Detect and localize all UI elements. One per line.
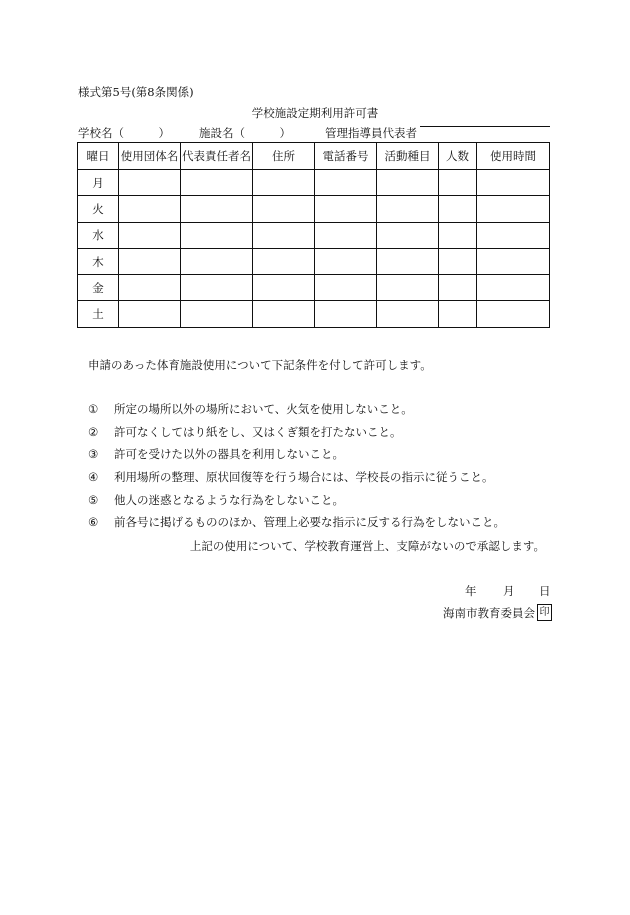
entry-cell [377, 222, 439, 248]
seal-mark: 印 [537, 604, 552, 621]
entry-cell [253, 248, 315, 274]
entry-cell [181, 275, 253, 301]
entry-cell [439, 196, 477, 222]
condition-text: 他人の迷惑となるような行為をしないこと。 [114, 492, 344, 507]
table-header-row [78, 143, 550, 170]
condition-text: 利用場所の整理、原状回復等を行う場合には、学校長の指示に従うこと。 [114, 470, 494, 485]
column-header: 活動種目 [377, 143, 439, 170]
table-row [78, 275, 550, 301]
entry-cell [477, 301, 550, 327]
day-cell: 金 [78, 275, 119, 301]
entry-cell [253, 275, 315, 301]
day-cell: 水 [78, 222, 119, 248]
entry-cell [119, 222, 181, 248]
condition-number: ④ [88, 470, 99, 485]
entry-cell [377, 248, 439, 274]
condition-text: 許可を受けた以外の器具を利用しないこと。 [114, 447, 344, 462]
day-cell: 火 [78, 196, 119, 222]
condition-item [88, 402, 505, 416]
condition-text: 前各号に掲げるもののほか、管理上必要な指示に反する行為をしないこと。 [114, 515, 505, 530]
entry-cell [119, 275, 181, 301]
entry-cell [181, 248, 253, 274]
condition-number: ③ [88, 447, 99, 462]
issuer-name: 海南市教育委員会 [443, 606, 535, 620]
entry-cell [119, 196, 181, 222]
entry-cell [315, 196, 377, 222]
entry-cell [119, 170, 181, 196]
entry-cell [253, 222, 315, 248]
form-number-label: 様式第5号(第8条関係) [78, 85, 194, 99]
entry-cell [253, 301, 315, 327]
entry-cell [119, 301, 181, 327]
table-row [78, 196, 550, 222]
condition-item [88, 515, 505, 529]
month-label: 月 [503, 584, 515, 598]
entry-cell [477, 222, 550, 248]
condition-item [88, 470, 505, 484]
condition-number: ① [88, 402, 99, 416]
column-header: 使用団体名 [119, 143, 181, 170]
condition-item [88, 447, 505, 461]
table-row [78, 222, 550, 248]
table-row [78, 301, 550, 327]
entry-cell [253, 170, 315, 196]
entry-cell [253, 196, 315, 222]
day-cell: 木 [78, 248, 119, 274]
condition-item [88, 425, 505, 439]
column-header: 電話番号 [315, 143, 377, 170]
entry-cell [377, 301, 439, 327]
entry-cell [439, 301, 477, 327]
manager-signature-line [420, 126, 550, 127]
entry-cell [439, 248, 477, 274]
condition-number: ② [88, 424, 99, 439]
entry-cell [477, 275, 550, 301]
entry-cell [477, 170, 550, 196]
school-name-field: 学校名（ ） [78, 126, 170, 140]
entry-cell [477, 196, 550, 222]
entry-cell [181, 196, 253, 222]
approval-statement: 上記の使用について、学校教育運営上、支障がないので承認します。 [189, 539, 545, 553]
condition-number: ⑥ [88, 515, 99, 530]
entry-cell [181, 301, 253, 327]
facility-name-field: 施設名（ ） [199, 126, 291, 140]
entry-cell [181, 222, 253, 248]
entry-cell [315, 301, 377, 327]
entry-cell [439, 170, 477, 196]
column-header: 代表責任者名 [181, 143, 253, 170]
permission-statement: 申請のあった体育施設使用について下記条件を付して許可します。 [88, 358, 432, 372]
entry-cell [439, 222, 477, 248]
column-header: 人数 [439, 143, 477, 170]
entry-cell [315, 222, 377, 248]
manager-field-label: 管理指導員代表者 [325, 126, 417, 140]
day-cell: 月 [78, 170, 119, 196]
entry-cell [377, 275, 439, 301]
table-row [78, 170, 550, 196]
column-header: 住所 [253, 143, 315, 170]
conditions-list [88, 402, 505, 538]
condition-text: 所定の場所以外の場所において、火気を使用しないこと。 [114, 402, 413, 416]
entry-cell [315, 170, 377, 196]
day-label: 日 [539, 584, 551, 598]
year-label: 年 [465, 584, 477, 598]
document-title: 学校施設定期利用許可書 [251, 106, 379, 120]
entry-cell [377, 170, 439, 196]
schedule-table [77, 142, 550, 328]
day-cell: 土 [78, 301, 119, 327]
entry-cell [119, 248, 181, 274]
condition-item [88, 493, 505, 507]
condition-text: 許可なくしてはり紙をし、又はくぎ類を打たないこと。 [114, 424, 402, 439]
entry-cell [439, 275, 477, 301]
column-header: 使用時間 [477, 143, 550, 170]
entry-cell [315, 275, 377, 301]
column-header: 曜日 [78, 143, 119, 170]
entry-cell [181, 170, 253, 196]
entry-cell [377, 196, 439, 222]
entry-cell [477, 248, 550, 274]
table-row [78, 248, 550, 274]
entry-cell [315, 248, 377, 274]
condition-number: ⑤ [88, 492, 99, 507]
